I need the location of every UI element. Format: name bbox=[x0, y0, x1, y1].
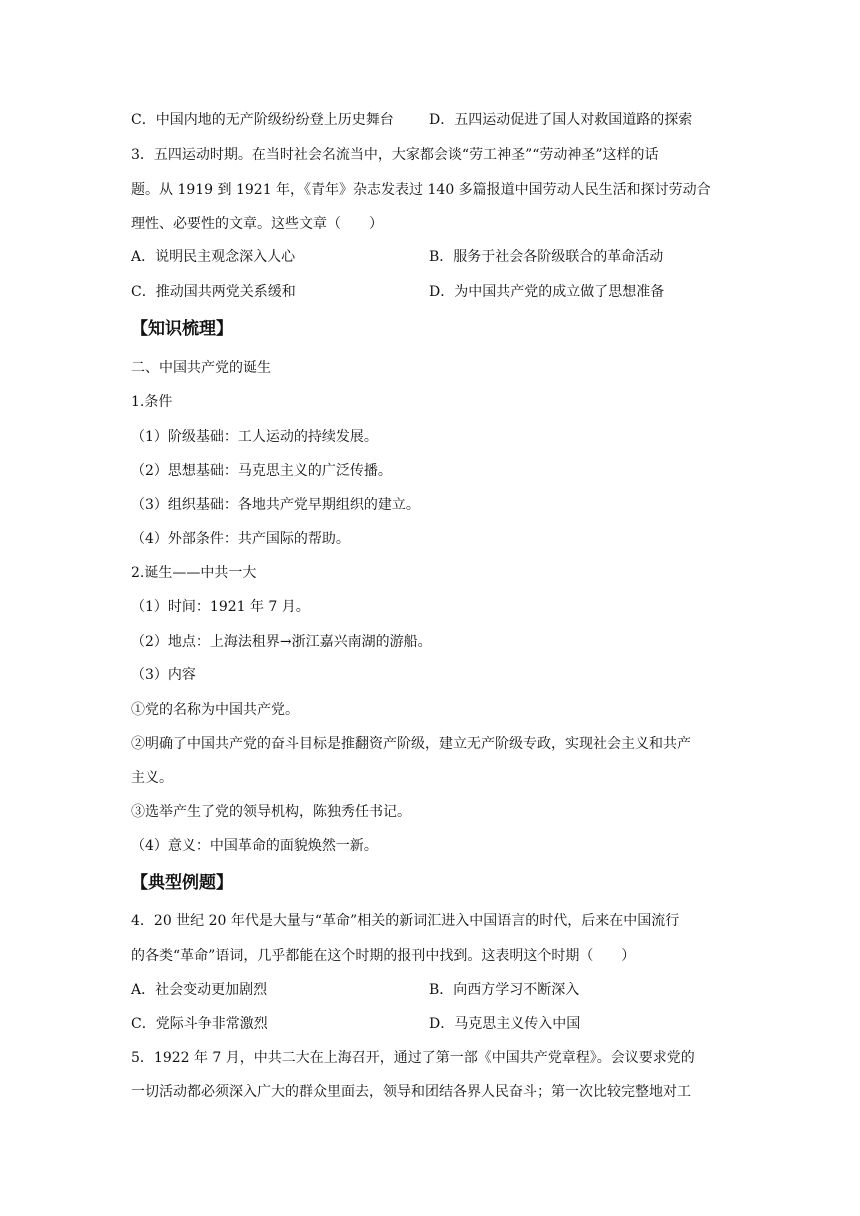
q4-option-a: A．社会变动更加剧烈 bbox=[131, 982, 268, 998]
q4-stem-line-2: 的各类“革命”语词，几乎都能在这个时期的报刊中找到。这表明这个时期（ ） bbox=[131, 948, 636, 964]
condition-external: （4）外部条件：共产国际的帮助。 bbox=[131, 531, 350, 547]
significance: （4）意义：中国革命的面貌焕然一新。 bbox=[131, 838, 378, 854]
birth-time: （1）时间：1921 年 7 月。 bbox=[131, 599, 310, 615]
conditions-title: 1.条件 bbox=[131, 394, 173, 410]
q3-option-d: D．为中国共产党的成立做了思想准备 bbox=[429, 284, 665, 300]
content-title: （3）内容 bbox=[131, 667, 196, 683]
q5-stem-line-1: 5．1922 年 7 月，中共二大在上海召开，通过了第一部《中国共产党章程》。会议要求党的 bbox=[131, 1050, 695, 1066]
q3-option-b: B．服务于社会各阶级联合的革命活动 bbox=[429, 249, 664, 265]
examples-heading: 【典型例题】 bbox=[131, 873, 233, 893]
q2-option-c: C．中国内地的无产阶级纷纷登上历史舞台 bbox=[131, 112, 394, 128]
q3-stem-line-3: 理性、必要性的文章。这些文章（ ） bbox=[131, 216, 383, 232]
section-title: 二、中国共产党的诞生 bbox=[131, 360, 271, 376]
q4-stem-line-1: 4．20 世纪 20 年代是大量与“革命”相关的新词汇进入中国语言的时代，后来在中国流行 bbox=[131, 913, 680, 929]
q3-option-c: C．推动国共两党关系缓和 bbox=[131, 284, 296, 300]
q3-stem-line-1: 3．五四运动时期。在当时社会名流当中，大家都会谈“劳工神圣”“劳动神圣”这样的话 bbox=[131, 147, 659, 163]
content-item-2-line-1: ②明确了中国共产党的奋斗目标是推翻资产阶级，建立无产阶级专政，实现社会主义和共产 bbox=[131, 736, 691, 752]
birth-place: （2）地点：上海法租界→浙江嘉兴南湖的游船。 bbox=[131, 634, 432, 650]
q5-stem-line-2: 一切活动都必须深入广大的群众里面去，领导和团结各界人民奋斗；第一次比较完整地对工 bbox=[131, 1084, 691, 1100]
condition-class-basis: （1）阶级基础：工人运动的持续发展。 bbox=[131, 429, 378, 445]
q2-option-d: D．五四运动促进了国人对救国道路的探索 bbox=[429, 112, 693, 128]
content-item-2-line-2: 主义。 bbox=[131, 770, 173, 786]
q4-option-b: B．向西方学习不断深入 bbox=[429, 982, 580, 998]
condition-organization-basis: （3）组织基础：各地共产党早期组织的建立。 bbox=[131, 497, 420, 513]
q4-option-d: D．马克思主义传入中国 bbox=[429, 1016, 581, 1032]
content-item-3: ③选举产生了党的领导机构，陈独秀任书记。 bbox=[131, 804, 411, 820]
q3-stem-line-2: 题。从 1919 到 1921 年，《青年》杂志发表过 140 多篇报道中国劳动人民生活和探讨劳动合 bbox=[131, 182, 711, 198]
birth-title: 2.诞生——中共一大 bbox=[131, 565, 257, 581]
q3-option-a: A．说明民主观念深入人心 bbox=[131, 249, 296, 265]
condition-ideology-basis: （2）思想基础：马克思主义的广泛传播。 bbox=[131, 463, 392, 479]
content-item-1: ①党的名称为中国共产党。 bbox=[131, 702, 299, 718]
q4-option-c: C．党际斗争非常激烈 bbox=[131, 1016, 268, 1032]
knowledge-heading: 【知识梳理】 bbox=[131, 319, 233, 339]
